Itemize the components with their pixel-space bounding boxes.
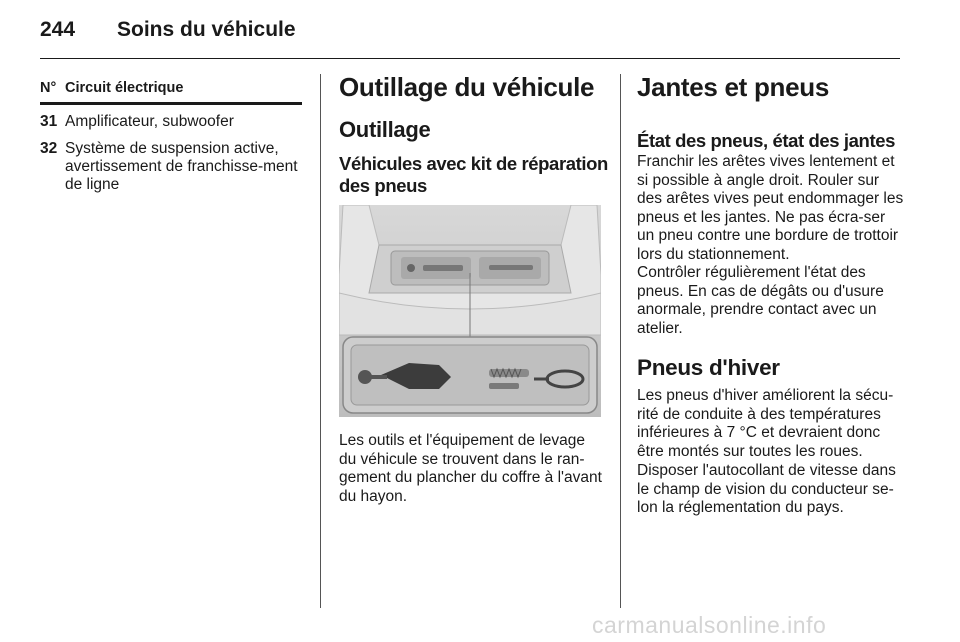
row-number: 31 [40, 113, 58, 130]
row-text: Système de suspension active, avertissement de franchisse-ment de ligne [65, 140, 298, 193]
column-header-number: N° [40, 80, 57, 96]
subheading-tools: Outillage [339, 117, 431, 142]
subheading-repair-kit: Véhicules avec kit de réparation des pneus [339, 153, 608, 196]
table-row [40, 140, 302, 194]
heading-vehicle-tools: Outillage du véhicule [339, 72, 595, 102]
heading-wheels-tyres: Jantes et pneus [637, 72, 830, 102]
paragraph-speed-sticker: Disposer l'autocollant de vitesse dans le champ de vision du conducteur se-lon la réglementation du pays. [637, 462, 896, 516]
page-title: Soins du véhicule [117, 18, 296, 41]
column-divider-left [320, 74, 321, 608]
row-number: 32 [40, 140, 58, 157]
column-divider-right [620, 74, 621, 608]
column-header-circuit: Circuit électrique [65, 80, 184, 96]
paragraph-sharp-edges: Franchir les arêtes vives lentement et si possible à angle droit. Rouler sur des arêtes vives peut endommager les pneus et les jantes. Ne pas écra-ser un pneu contre une bordure de trottoir lors du stationnement. [637, 153, 904, 263]
subheading-tyre-condition: État des pneus, état des jantes [637, 130, 895, 151]
table-header-rule [40, 102, 302, 105]
row-text: Amplificateur, subwoofer [65, 113, 234, 130]
table-row [40, 113, 302, 131]
header-rule [40, 58, 900, 59]
table-header [40, 80, 302, 96]
paragraph-winter-tyres: Les pneus d'hiver améliorent la sécu-rité de conduite à des températures inférieures à 7 °C et devraient donc être montés sur toutes les roues. [637, 387, 894, 460]
page-number: 244 [40, 18, 76, 41]
trunk-tools-illustration [339, 205, 601, 417]
paragraph-tools-location: Les outils et l'équipement de levage du véhicule se trouvent dans le ran-gement du plancher du coffre à l'avant du hayon. [339, 432, 602, 505]
watermark: carmanualsonline.info [592, 612, 827, 638]
subheading-winter-tyres: Pneus d'hiver [637, 355, 780, 380]
paragraph-check-tyres: Contrôler régulièrement l'état des pneus. En cas de dégâts ou d'usure anormale, prendre contact avec un atelier. [637, 264, 884, 337]
